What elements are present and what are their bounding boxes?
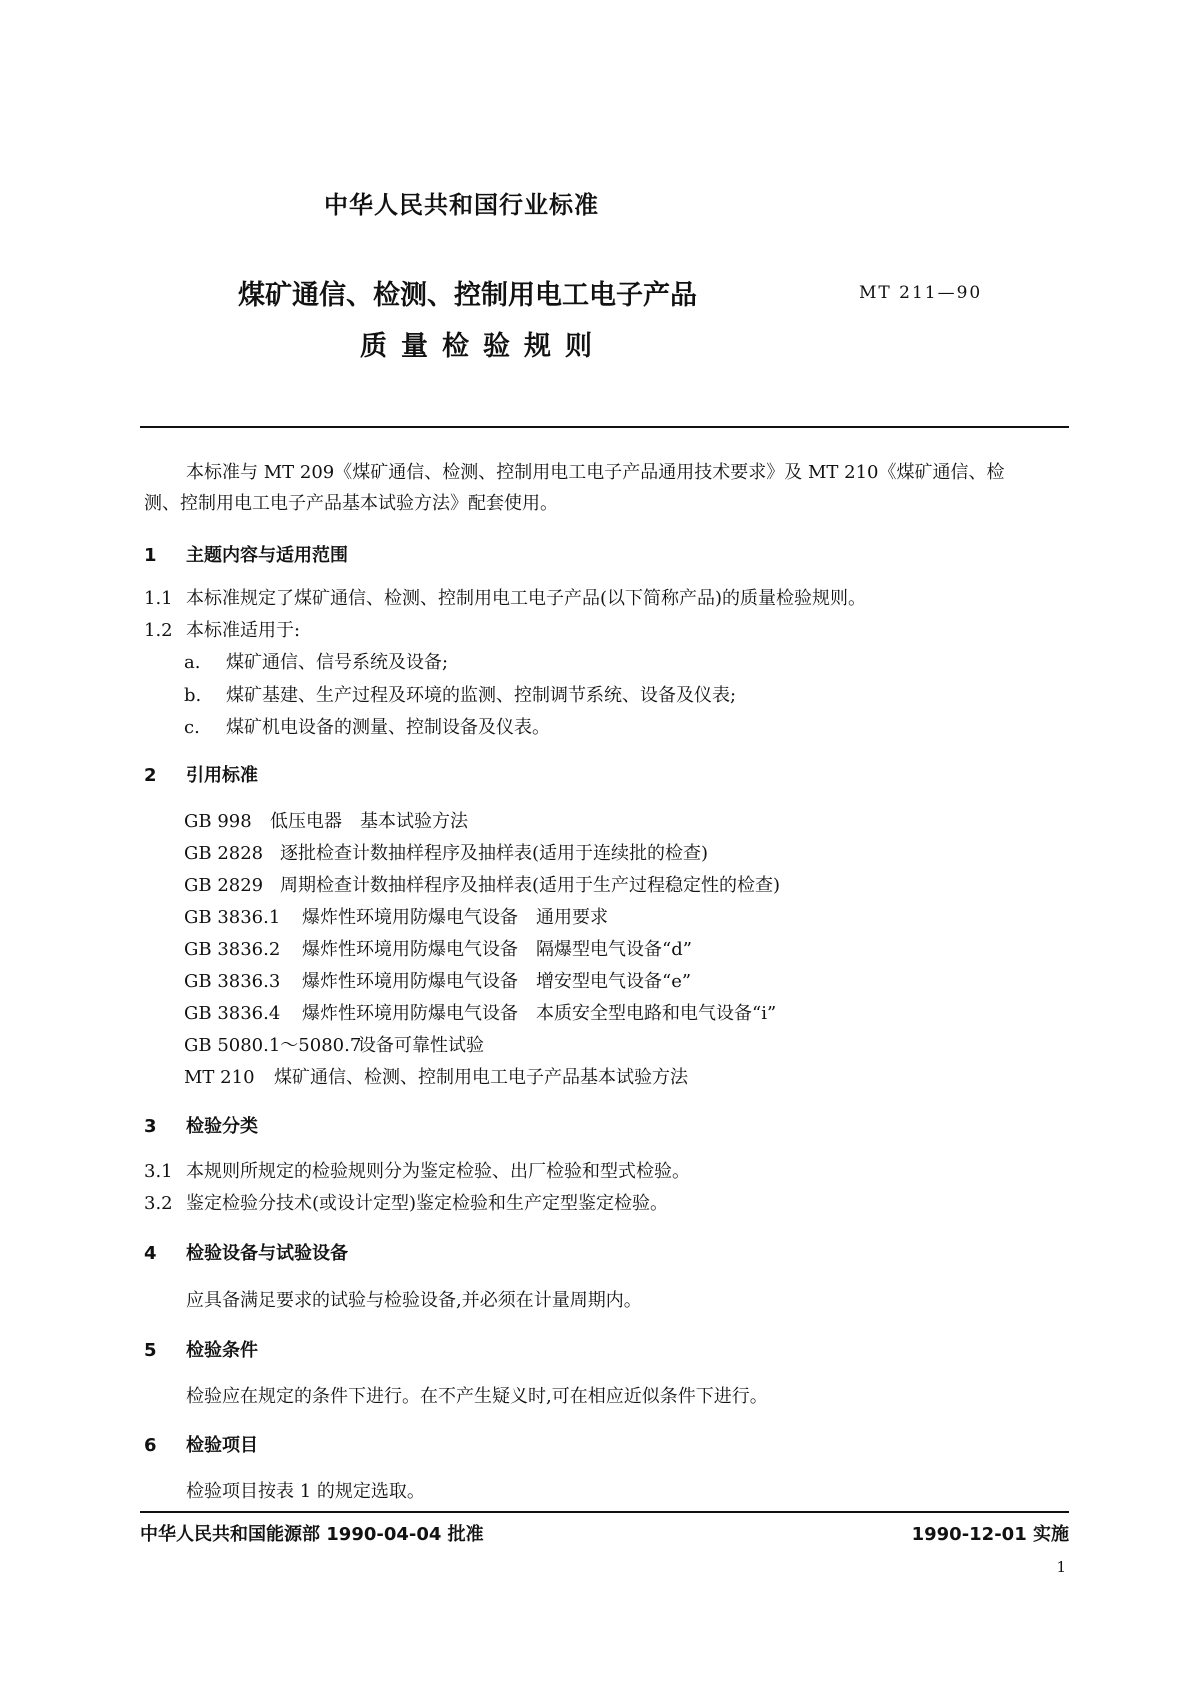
list-item	[184, 717, 550, 739]
ref-title: 爆炸性环境用防爆电气设备 本质安全型电路和电气设备“i”	[302, 1003, 777, 1024]
ref-code: GB 3836.3	[184, 971, 281, 992]
section-title: 检验项目	[186, 1435, 258, 1456]
section-5-heading	[144, 1340, 258, 1362]
item-text: 煤矿机电设备的测量、控制设备及仪表。	[226, 717, 550, 738]
header-rule	[140, 426, 1069, 428]
ref-code: GB 3836.2	[184, 939, 281, 960]
clause-text: 本标准规定了煤矿通信、检测、控制用电工电子产品(以下简称产品)的质量检验规则。	[186, 588, 867, 609]
item-text: 煤矿通信、信号系统及设备;	[226, 652, 449, 673]
clause-3-2	[144, 1193, 668, 1215]
ref-code: GB 2828	[184, 843, 264, 864]
ref-code: GB 3836.4	[184, 1003, 281, 1024]
clause-text: 本标准适用于:	[186, 620, 301, 641]
clause-3-1	[144, 1161, 690, 1183]
clause-number: 1.2	[144, 620, 173, 641]
intro-line1: 本标准与 MT 209《煤矿通信、检测、控制用电工电子产品通用技术要求》及 MT 210《煤矿通信、检	[186, 462, 1005, 483]
section-title: 检验条件	[186, 1340, 258, 1361]
reference-item	[184, 875, 780, 897]
reference-item	[184, 907, 608, 929]
clause-text: 本规则所规定的检验规则分为鉴定检验、出厂检验和型式检验。	[186, 1161, 690, 1182]
section-number: 2	[144, 765, 157, 786]
reference-item	[184, 1035, 484, 1057]
list-item	[184, 685, 736, 707]
clause-text: 鉴定检验分技术(或设计定型)鉴定检验和生产定型鉴定检验。	[186, 1193, 669, 1214]
clause-1-2	[144, 620, 300, 642]
list-item	[184, 652, 448, 674]
section-4-heading	[144, 1243, 348, 1265]
ref-title: 周期检查计数抽样程序及抽样表(适用于生产过程稳定性的检查)	[280, 875, 781, 896]
ref-title: 低压电器 基本试验方法	[270, 811, 468, 832]
section-1-heading	[144, 545, 348, 567]
ref-code: GB 2829	[184, 875, 264, 896]
reference-item	[184, 1003, 776, 1025]
section-title: 主题内容与适用范围	[186, 545, 348, 566]
item-label: a.	[184, 652, 201, 673]
clause-number: 3.2	[144, 1193, 173, 1214]
item-label: c.	[184, 717, 200, 738]
section-number: 5	[144, 1340, 157, 1361]
doc-title-line2: 质量检验规则	[360, 331, 606, 362]
ref-code: GB 5080.1～5080.7	[184, 1035, 362, 1056]
reference-item	[184, 811, 468, 833]
approval-statement: 中华人民共和国能源部 1990-04-04 批准	[140, 1524, 484, 1545]
section-number: 6	[144, 1435, 157, 1456]
section-6-heading	[144, 1435, 258, 1457]
ref-code: GB 998	[184, 811, 252, 832]
item-label: b.	[184, 685, 202, 706]
section-number: 1	[144, 545, 157, 566]
page-number: 1	[1056, 1558, 1066, 1576]
ref-code: GB 3836.1	[184, 907, 281, 928]
ref-title: 爆炸性环境用防爆电气设备 增安型电气设备“e”	[302, 971, 692, 992]
section-6-text: 检验项目按表 1 的规定选取。	[186, 1481, 425, 1502]
section-number: 3	[144, 1116, 157, 1137]
footer-rule	[140, 1511, 1069, 1513]
doc-title-line1: 煤矿通信、检测、控制用电工电子产品	[238, 280, 697, 311]
org-title: 中华人民共和国行业标准	[324, 191, 599, 219]
clause-1-1	[144, 588, 866, 610]
reference-item	[184, 939, 692, 961]
effective-date: 1990-12-01 实施	[911, 1524, 1069, 1545]
intro-line2: 测、控制用电工电子产品基本试验方法》配套使用。	[144, 493, 558, 514]
ref-code: MT 210	[184, 1067, 255, 1088]
reference-item	[184, 1067, 688, 1089]
clause-number: 3.1	[144, 1161, 173, 1182]
section-5-text: 检验应在规定的条件下进行。在不产生疑义时,可在相应近似条件下进行。	[186, 1386, 768, 1407]
section-number: 4	[144, 1243, 157, 1264]
section-title: 检验设备与试验设备	[186, 1243, 348, 1264]
ref-title: 煤矿通信、检测、控制用电工电子产品基本试验方法	[274, 1067, 688, 1088]
ref-title: 爆炸性环境用防爆电气设备 通用要求	[302, 907, 608, 928]
section-2-heading	[144, 765, 258, 787]
section-3-heading	[144, 1116, 258, 1138]
section-4-text: 应具备满足要求的试验与检验设备,并必须在计量周期内。	[186, 1290, 642, 1311]
section-title: 引用标准	[186, 765, 258, 786]
ref-title: 逐批检查计数抽样程序及抽样表(适用于连续批的检查)	[280, 843, 709, 864]
ref-title: 爆炸性环境用防爆电气设备 隔爆型电气设备“d”	[302, 939, 692, 960]
clause-number: 1.1	[144, 588, 173, 609]
ref-title: 设备可靠性试验	[358, 1035, 484, 1056]
item-text: 煤矿基建、生产过程及环境的监测、控制调节系统、设备及仪表;	[226, 685, 737, 706]
reference-item	[184, 843, 708, 865]
standard-number: MT 211—90	[859, 283, 983, 303]
section-title: 检验分类	[186, 1116, 258, 1137]
reference-item	[184, 971, 691, 993]
